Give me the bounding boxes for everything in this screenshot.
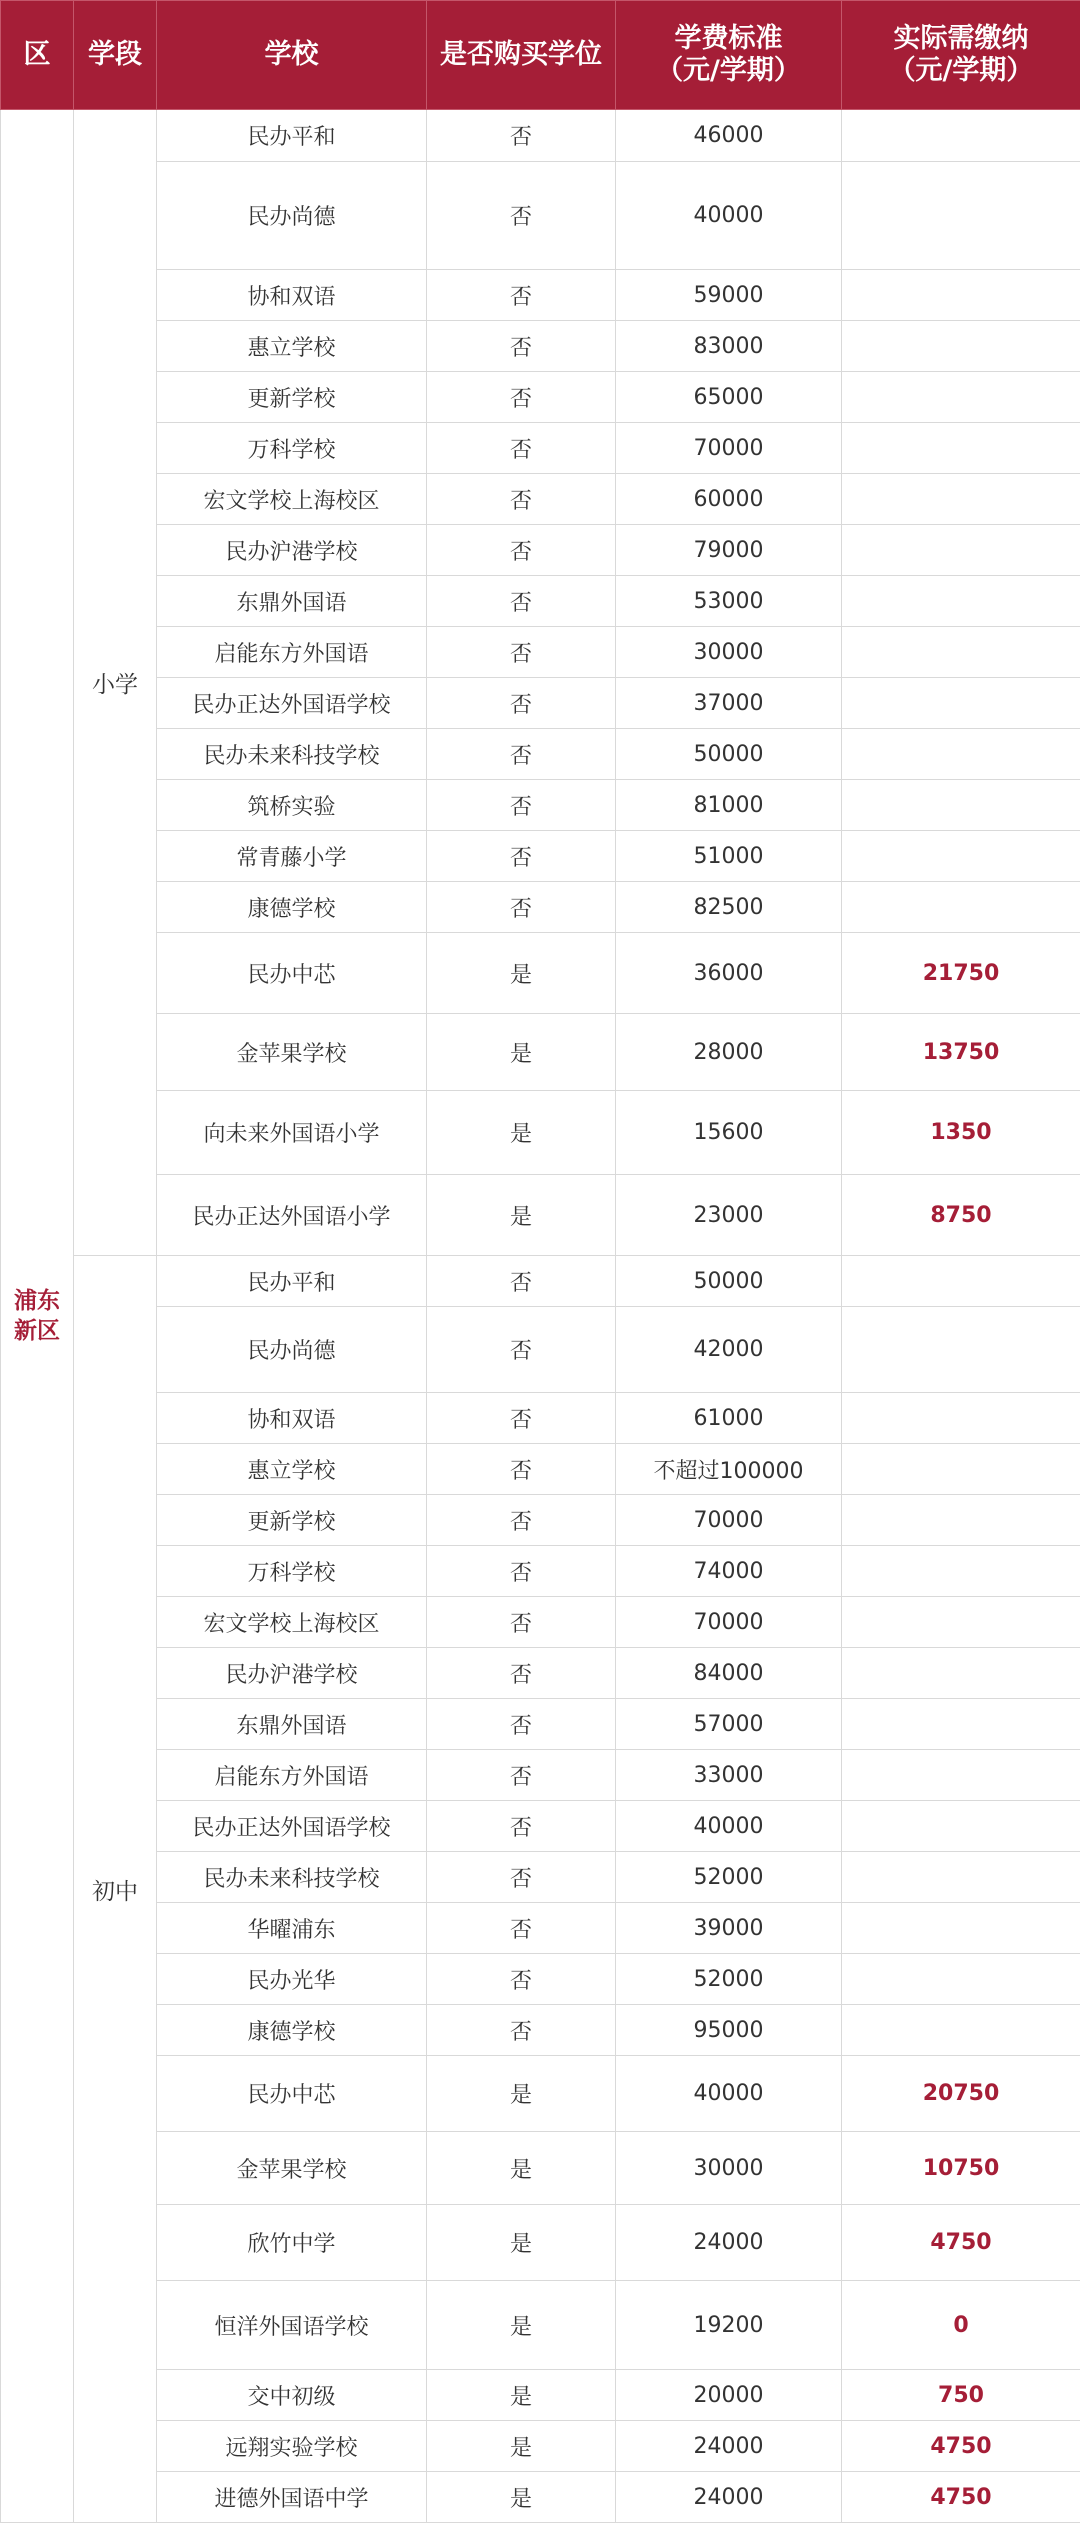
stage-cell: 初中 (74, 1256, 157, 2523)
region-cell (1, 110, 74, 2523)
fee-cell: 53000 (616, 576, 842, 627)
table-row (1, 1014, 1080, 1091)
school-cell: 更新学校 (157, 372, 427, 423)
actual-cell: 4750 (842, 2205, 1080, 2281)
school-cell: 民办未来科技学校 (157, 1852, 427, 1903)
purchased-cell: 否 (427, 525, 616, 576)
fee-cell: 37000 (616, 678, 842, 729)
fee-cell: 95000 (616, 2005, 842, 2056)
fee-cell: 61000 (616, 1393, 842, 1444)
actual-cell (842, 1852, 1080, 1903)
purchased-cell: 否 (427, 1648, 616, 1699)
table-row (1, 1546, 1080, 1597)
fee-cell: 84000 (616, 1648, 842, 1699)
purchased-cell: 否 (427, 1852, 616, 1903)
purchased-cell: 否 (427, 1393, 616, 1444)
actual-cell (842, 1954, 1080, 2005)
actual-cell (842, 1648, 1080, 1699)
purchased-cell: 否 (427, 576, 616, 627)
fee-cell: 36000 (616, 933, 842, 1014)
fee-cell: 24000 (616, 2472, 842, 2523)
fee-cell: 42000 (616, 1307, 842, 1393)
table-row (1, 1750, 1080, 1801)
fee-cell: 70000 (616, 1597, 842, 1648)
fee-cell: 19200 (616, 2281, 842, 2370)
purchased-cell: 是 (427, 2472, 616, 2523)
purchased-cell: 是 (427, 2370, 616, 2421)
purchased-cell: 否 (427, 162, 616, 270)
school-cell: 万科学校 (157, 1546, 427, 1597)
table-row (1, 162, 1080, 270)
actual-cell (842, 270, 1080, 321)
header-actual-line1: 实际需缴纳 (893, 23, 1029, 54)
purchased-cell: 否 (427, 474, 616, 525)
purchased-cell: 是 (427, 933, 616, 1014)
actual-cell (842, 1256, 1080, 1307)
school-cell: 常青藤小学 (157, 831, 427, 882)
header-fee-line1: 学费标准 (674, 23, 783, 54)
fee-cell: 52000 (616, 1954, 842, 2005)
table-row (1, 1091, 1080, 1175)
purchased-cell: 否 (427, 1256, 616, 1307)
table-row (1, 1648, 1080, 1699)
actual-cell (842, 729, 1080, 780)
fee-cell: 15600 (616, 1091, 842, 1175)
header-purchased: 是否购买学位 (427, 1, 616, 110)
school-cell: 民办光华 (157, 1954, 427, 2005)
table-row (1, 2370, 1080, 2421)
school-cell: 筑桥实验 (157, 780, 427, 831)
purchased-cell: 是 (427, 1091, 616, 1175)
table-row (1, 1852, 1080, 1903)
table-row (1, 321, 1080, 372)
fee-cell: 52000 (616, 1852, 842, 1903)
fee-cell: 46000 (616, 110, 842, 162)
fee-cell: 50000 (616, 729, 842, 780)
school-cell: 民办沪港学校 (157, 1648, 427, 1699)
school-cell: 东鼎外国语 (157, 576, 427, 627)
actual-cell: 1350 (842, 1091, 1080, 1175)
school-cell: 民办正达外国语学校 (157, 678, 427, 729)
table-row (1, 2205, 1080, 2281)
table-row (1, 2056, 1080, 2132)
purchased-cell: 是 (427, 2132, 616, 2205)
table-row (1, 1954, 1080, 2005)
fee-cell: 65000 (616, 372, 842, 423)
school-cell: 民办平和 (157, 1256, 427, 1307)
purchased-cell: 否 (427, 1750, 616, 1801)
fee-cell: 40000 (616, 1801, 842, 1852)
school-cell: 惠立学校 (157, 1444, 427, 1495)
table-row (1, 2472, 1080, 2523)
region-line2: 新区 (14, 1318, 60, 1344)
header-fee-line2: （元/学期） (656, 55, 801, 86)
actual-cell: 0 (842, 2281, 1080, 2370)
fee-cell: 51000 (616, 831, 842, 882)
actual-cell (842, 1444, 1080, 1495)
actual-cell: 13750 (842, 1014, 1080, 1091)
school-cell: 金苹果学校 (157, 1014, 427, 1091)
table-row (1, 474, 1080, 525)
purchased-cell: 否 (427, 1699, 616, 1750)
table-row (1, 1444, 1080, 1495)
school-cell: 向未来外国语小学 (157, 1091, 427, 1175)
actual-cell (842, 678, 1080, 729)
actual-cell (842, 162, 1080, 270)
header-actual (842, 1, 1080, 110)
table-row (1, 1699, 1080, 1750)
school-cell: 启能东方外国语 (157, 1750, 427, 1801)
actual-cell (842, 1393, 1080, 1444)
school-cell: 民办正达外国语学校 (157, 1801, 427, 1852)
fee-cell: 60000 (616, 474, 842, 525)
actual-cell (842, 525, 1080, 576)
actual-cell (842, 474, 1080, 525)
actual-cell (842, 576, 1080, 627)
purchased-cell: 否 (427, 678, 616, 729)
region-line1: 浦东 (14, 1288, 60, 1314)
actual-cell (842, 1801, 1080, 1852)
fee-cell: 70000 (616, 1495, 842, 1546)
actual-cell (842, 2005, 1080, 2056)
purchased-cell: 否 (427, 270, 616, 321)
table-row (1, 2281, 1080, 2370)
actual-cell (842, 831, 1080, 882)
school-cell: 民办尚德 (157, 162, 427, 270)
fee-cell: 59000 (616, 270, 842, 321)
header-stage: 学段 (74, 1, 157, 110)
purchased-cell: 是 (427, 2205, 616, 2281)
table-row (1, 1495, 1080, 1546)
actual-cell (842, 110, 1080, 162)
actual-cell (842, 1597, 1080, 1648)
actual-cell: 4750 (842, 2472, 1080, 2523)
purchased-cell: 否 (427, 321, 616, 372)
actual-cell (842, 321, 1080, 372)
fee-cell: 33000 (616, 1750, 842, 1801)
table-row (1, 2005, 1080, 2056)
school-cell: 欣竹中学 (157, 2205, 427, 2281)
purchased-cell: 是 (427, 2056, 616, 2132)
table-row (1, 2421, 1080, 2472)
actual-cell (842, 372, 1080, 423)
purchased-cell: 否 (427, 1801, 616, 1852)
table-row (1, 882, 1080, 933)
actual-cell: 750 (842, 2370, 1080, 2421)
actual-cell (842, 627, 1080, 678)
school-cell: 民办尚德 (157, 1307, 427, 1393)
purchased-cell: 否 (427, 1307, 616, 1393)
actual-cell (842, 1699, 1080, 1750)
school-cell: 恒洋外国语学校 (157, 2281, 427, 2370)
fee-cell: 83000 (616, 321, 842, 372)
header-school: 学校 (157, 1, 427, 110)
stage-cell: 小学 (74, 110, 157, 1256)
header-actual-line2: （元/学期） (888, 55, 1034, 86)
table-row (1, 780, 1080, 831)
actual-cell (842, 423, 1080, 474)
fee-cell: 20000 (616, 2370, 842, 2421)
table-row (1, 372, 1080, 423)
school-cell: 华曜浦东 (157, 1903, 427, 1954)
table-row (1, 270, 1080, 321)
school-cell: 东鼎外国语 (157, 1699, 427, 1750)
table-row (1, 423, 1080, 474)
school-cell: 民办中芯 (157, 933, 427, 1014)
fee-cell: 24000 (616, 2421, 842, 2472)
school-cell: 协和双语 (157, 1393, 427, 1444)
fee-cell: 50000 (616, 1256, 842, 1307)
actual-cell (842, 1307, 1080, 1393)
school-cell: 进德外国语中学 (157, 2472, 427, 2523)
purchased-cell: 否 (427, 627, 616, 678)
school-cell: 民办未来科技学校 (157, 729, 427, 780)
purchased-cell: 是 (427, 2281, 616, 2370)
table-row (1, 2132, 1080, 2205)
school-cell: 金苹果学校 (157, 2132, 427, 2205)
school-cell: 启能东方外国语 (157, 627, 427, 678)
school-cell: 协和双语 (157, 270, 427, 321)
school-cell: 交中初级 (157, 2370, 427, 2421)
actual-cell (842, 1495, 1080, 1546)
actual-cell: 4750 (842, 2421, 1080, 2472)
school-cell: 民办平和 (157, 110, 427, 162)
table-row (1, 1175, 1080, 1256)
school-cell: 康德学校 (157, 2005, 427, 2056)
table-row (1, 525, 1080, 576)
purchased-cell: 是 (427, 2421, 616, 2472)
table-row (1, 678, 1080, 729)
school-cell: 民办沪港学校 (157, 525, 427, 576)
purchased-cell: 否 (427, 831, 616, 882)
purchased-cell: 是 (427, 1175, 616, 1256)
header-row (1, 1, 1080, 110)
fee-cell: 28000 (616, 1014, 842, 1091)
school-cell: 惠立学校 (157, 321, 427, 372)
purchased-cell: 否 (427, 372, 616, 423)
purchased-cell: 否 (427, 1597, 616, 1648)
purchased-cell: 否 (427, 110, 616, 162)
actual-cell (842, 780, 1080, 831)
fee-cell: 82500 (616, 882, 842, 933)
actual-cell: 21750 (842, 933, 1080, 1014)
school-cell: 宏文学校上海校区 (157, 1597, 427, 1648)
purchased-cell: 否 (427, 1495, 616, 1546)
table-row (1, 1307, 1080, 1393)
header-fee (616, 1, 842, 110)
purchased-cell: 否 (427, 729, 616, 780)
purchased-cell: 否 (427, 780, 616, 831)
actual-cell (842, 882, 1080, 933)
fee-cell: 81000 (616, 780, 842, 831)
fee-cell: 79000 (616, 525, 842, 576)
fee-cell: 23000 (616, 1175, 842, 1256)
purchased-cell: 否 (427, 1903, 616, 1954)
actual-cell: 8750 (842, 1175, 1080, 1256)
school-cell: 民办中芯 (157, 2056, 427, 2132)
purchased-cell: 否 (427, 1444, 616, 1495)
header-region: 区 (1, 1, 74, 110)
purchased-cell: 否 (427, 882, 616, 933)
actual-cell (842, 1903, 1080, 1954)
school-cell: 民办正达外国语小学 (157, 1175, 427, 1256)
fee-cell: 39000 (616, 1903, 842, 1954)
table-row (1, 1597, 1080, 1648)
table-row (1, 933, 1080, 1014)
purchased-cell: 否 (427, 1546, 616, 1597)
fee-cell: 70000 (616, 423, 842, 474)
fee-cell: 30000 (616, 2132, 842, 2205)
fee-cell: 24000 (616, 2205, 842, 2281)
table-row (1, 1801, 1080, 1852)
school-cell: 宏文学校上海校区 (157, 474, 427, 525)
actual-cell (842, 1546, 1080, 1597)
school-cell: 远翔实验学校 (157, 2421, 427, 2472)
purchased-cell: 否 (427, 2005, 616, 2056)
table-row (1, 1903, 1080, 1954)
table-row (1, 576, 1080, 627)
table-row (1, 110, 1080, 162)
purchased-cell: 否 (427, 423, 616, 474)
school-cell: 万科学校 (157, 423, 427, 474)
table-row (1, 1393, 1080, 1444)
purchased-cell: 否 (427, 1954, 616, 2005)
actual-cell: 10750 (842, 2132, 1080, 2205)
actual-cell: 20750 (842, 2056, 1080, 2132)
fee-cell: 40000 (616, 162, 842, 270)
fee-cell: 57000 (616, 1699, 842, 1750)
fee-cell: 30000 (616, 627, 842, 678)
table-row (1, 1256, 1080, 1307)
fee-cell: 40000 (616, 2056, 842, 2132)
table-row (1, 831, 1080, 882)
school-cell: 更新学校 (157, 1495, 427, 1546)
table-row (1, 627, 1080, 678)
table-row (1, 729, 1080, 780)
purchased-cell: 是 (427, 1014, 616, 1091)
actual-cell (842, 1750, 1080, 1801)
fee-cell: 不超过100000 (616, 1444, 842, 1495)
school-cell: 康德学校 (157, 882, 427, 933)
fee-cell: 74000 (616, 1546, 842, 1597)
